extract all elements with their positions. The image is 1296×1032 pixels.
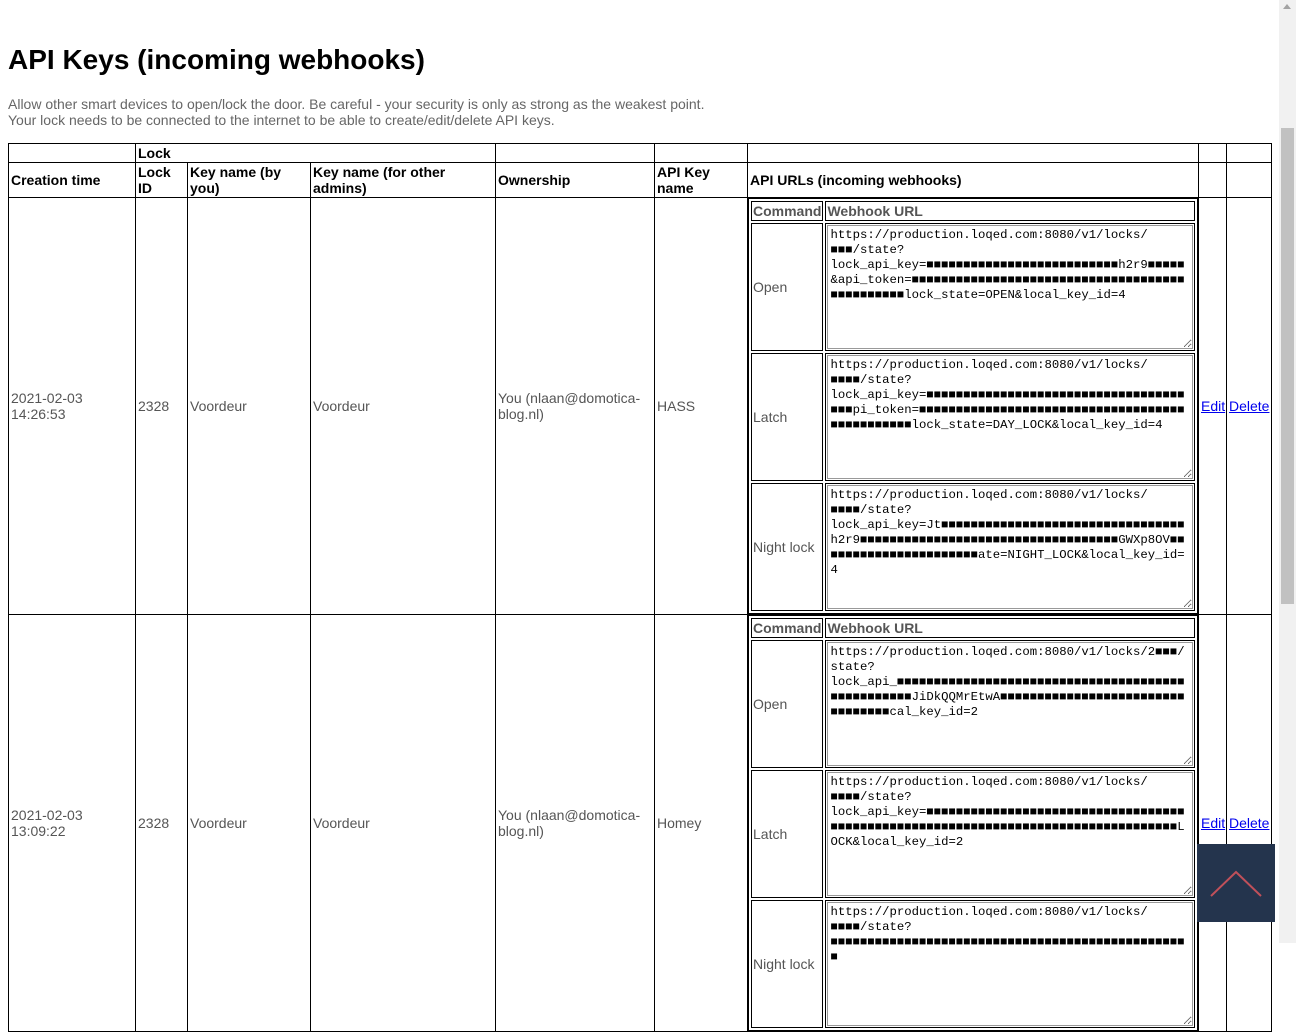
key-name-other: Voordeur: [311, 198, 496, 615]
page-title: API Keys (incoming webhooks): [8, 44, 425, 75]
creation-time: 2021-02-03 14:26:53: [9, 198, 136, 615]
scrollbar-thumb[interactable]: [1281, 128, 1294, 604]
header-key-name-you: Key name (by you): [188, 163, 311, 198]
webhook-row: [751, 640, 1195, 768]
key-name-you: Voordeur: [188, 198, 311, 615]
header-key-name-other: Key name (for other admins): [311, 163, 496, 198]
edit-link[interactable]: Edit: [1201, 815, 1226, 831]
webhooks-cell: [748, 615, 1199, 1032]
webhook-row: [751, 483, 1195, 611]
key-name-you: Voordeur: [188, 615, 311, 1032]
webhooks-table: [748, 615, 1198, 1031]
header-row: [9, 163, 1272, 198]
group-header-row: [9, 144, 1272, 163]
webhook-row: [751, 223, 1195, 351]
lock-group-header: Lock: [136, 144, 496, 163]
chevron-up-icon: [1197, 844, 1275, 922]
inner-header-webhook-url: Webhook URL: [825, 201, 1195, 221]
inner-header-command: Command: [753, 203, 822, 219]
webhook-row: [751, 353, 1195, 481]
vertical-scrollbar[interactable]: [1279, 0, 1296, 943]
key-name-other: Voordeur: [311, 615, 496, 1032]
table-row: [9, 615, 1272, 1032]
header-lock-id: Lock ID: [136, 163, 188, 198]
webhooks-table: [748, 198, 1198, 614]
command-label: Open: [751, 223, 823, 351]
webhook-url-field[interactable]: [827, 902, 1193, 1026]
table-row: [9, 198, 1272, 615]
api-keys-table: [8, 143, 1272, 1032]
back-to-top-button[interactable]: [1197, 844, 1275, 922]
header-api-urls: API URLs (incoming webhooks): [748, 163, 1199, 198]
command-label: Latch: [751, 353, 823, 481]
scroll-up-arrow-icon[interactable]: [1283, 4, 1291, 9]
webhooks-cell: [748, 198, 1199, 615]
header-ownership: Ownership: [496, 163, 655, 198]
header-creation-time: Creation time: [9, 163, 136, 198]
command-label: Open: [751, 640, 823, 768]
webhook-url-field[interactable]: [827, 772, 1193, 896]
edit-link[interactable]: Edit: [1201, 398, 1226, 414]
webhook-url-field[interactable]: [827, 485, 1193, 609]
ownership: You (nlaan@domotica-blog.nl): [496, 615, 655, 1032]
delete-link[interactable]: Delete: [1229, 815, 1270, 831]
page: [8, 0, 1272, 1032]
api-key-name: Homey: [655, 615, 748, 1032]
webhook-url-field[interactable]: [827, 225, 1193, 349]
lock-id: 2328: [136, 198, 188, 615]
header-api-key-name: API Key name: [655, 163, 748, 198]
command-label: Night lock: [751, 483, 823, 611]
delete-link[interactable]: Delete: [1229, 398, 1270, 414]
command-label: Latch: [751, 770, 823, 898]
webhook-url-field[interactable]: [827, 355, 1193, 479]
inner-header-command: Command: [753, 620, 822, 636]
webhook-url-field[interactable]: [827, 642, 1193, 766]
intro-line-1: Allow other smart devices to open/lock the door. Be careful - your security is only as strong as the weakest point.: [8, 96, 705, 112]
webhook-row: [751, 900, 1195, 1028]
api-key-name: HASS: [655, 198, 748, 615]
webhook-row: [751, 770, 1195, 898]
ownership: You (nlaan@domotica-blog.nl): [496, 198, 655, 615]
creation-time: 2021-02-03 13:09:22: [9, 615, 136, 1032]
inner-header-webhook-url: Webhook URL: [825, 618, 1195, 638]
command-label: Night lock: [751, 900, 823, 1028]
intro-line-2: Your lock needs to be connected to the internet to be able to create/edit/delete API keys.: [8, 112, 555, 128]
intro-text: [8, 96, 1272, 128]
lock-id: 2328: [136, 615, 188, 1032]
